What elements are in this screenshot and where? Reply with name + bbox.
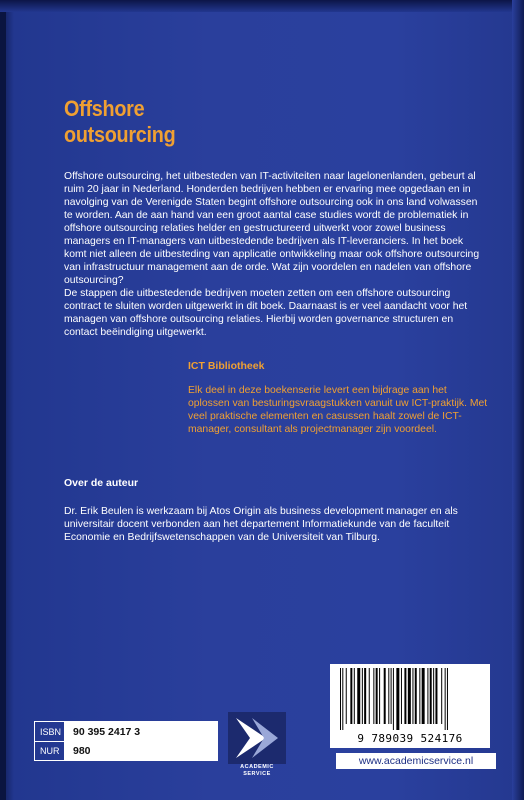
barcode-bar: [393, 668, 394, 730]
nur-label: NUR: [35, 742, 65, 760]
publisher-logo-text: [228, 764, 286, 778]
barcode-number: 9 789039 524176: [357, 732, 463, 745]
series-description: Elk deel in deze boekenserie levert een bijdrage aan het oplossen van besturingsvraagstukken vanuit uw ICT-praktijk. Met veel praktische elementen en casussen haalt zowel de ICT-manager, consultant als projectmanager zijn voordeel.: [188, 385, 488, 435]
barcode-bar: [396, 668, 399, 730]
barcode-bar: [376, 668, 378, 724]
barcode-bars: [338, 668, 482, 730]
barcode-bar: [369, 668, 370, 724]
barcode-bar: [408, 668, 411, 724]
book-info-table: [34, 721, 218, 761]
publisher-website: www.academicservice.nl: [336, 753, 496, 769]
book-title: [64, 96, 175, 148]
book-description: [64, 170, 482, 339]
barcode-bar: [384, 668, 386, 724]
barcode-bar: [340, 668, 341, 730]
barcode-bar: [404, 668, 406, 724]
logo-line-2: SERVICE: [243, 771, 271, 777]
barcode-bar: [430, 668, 432, 724]
top-edge: [0, 0, 524, 12]
barcode-bar: [379, 668, 380, 724]
description-paragraph-1: Offshore outsourcing, het uitbesteden van IT-activiteiten naar lagelonenlanden, gebeurt al ruim 20 jaar in Nederland. Honderden bedrijven hebben er ervaring mee opgedaan en in navolging van de Verenigde Staten begint offshore outsourcing ook in ons land volwassen te worden. Aan de aan hand van een groot aantal case studies wordt de problematiek in offshore outsourcing relaties helder en gestructureerd uitwerkt voor zowel business managers en IT-managers van uitbestedende bedrijven als IT-leveranciers. In het boek komt niet alleen de uitbesteding van applicatie ontwikkeling maar ook offshore outsourcing van infrastructuur management aan de orde. Wat zijn voordelen en nadelen van offshore outsourcing?: [64, 171, 480, 286]
barcode-bar: [435, 668, 437, 724]
publisher-logo-icon: [228, 712, 286, 764]
barcode-bar: [415, 668, 417, 724]
barcode: [330, 664, 490, 748]
barcode-bar: [364, 668, 366, 724]
isbn-label: ISBN: [35, 722, 65, 741]
barcode-bar: [412, 668, 413, 724]
spine-edge: [0, 0, 6, 800]
logo-line-1: ACADEMIC: [240, 764, 274, 770]
barcode-bar: [357, 668, 360, 724]
barcode-bar: [447, 668, 448, 730]
barcode-bar: [362, 668, 363, 724]
barcode-bar: [350, 668, 352, 724]
barcode-bar: [342, 668, 343, 730]
author-bio: Dr. Erik Beulen is werkzaam bij Atos Origin als business development manager en als universitair docent verbonden aan het departement Informatiekunde van de faculteit Economie en Bedrijfswetenschappen van de Universiteit van Tilburg.: [64, 506, 458, 543]
barcode-bar: [346, 668, 347, 724]
title-line-1: Offshore: [64, 96, 145, 121]
barcode-bar: [419, 668, 420, 724]
barcode-bar: [427, 668, 428, 724]
author-heading: Over de auteur: [64, 477, 139, 489]
barcode-bar: [441, 668, 442, 724]
right-edge: [512, 0, 524, 800]
series-heading: ICT Bibliotheek: [188, 360, 265, 372]
nur-value: 980: [65, 742, 217, 760]
isbn-value: 90 395 2417 3: [65, 722, 217, 741]
barcode-bar: [391, 668, 392, 724]
barcode-bar: [433, 668, 434, 724]
barcode-bar: [401, 668, 402, 724]
barcode-bar: [445, 668, 446, 730]
barcode-bar: [373, 668, 374, 724]
title-line-2: outsourcing: [64, 122, 176, 147]
description-paragraph-2: De stappen die uitbestedende bedrijven moeten zetten om een offshore outsourcing contract te sluiten worden uitgewerkt in dit boek. Daarnaast is er veel aandacht voor het managen van offshore outsourcing relaties. Hierbij worden governance structuren en contact beëindiging uitgewerkt.: [64, 288, 468, 338]
barcode-bar: [388, 668, 389, 724]
barcode-bar: [422, 668, 425, 724]
isbn-row: [35, 722, 217, 741]
barcode-bar: [354, 668, 355, 724]
nur-row: [35, 741, 217, 760]
